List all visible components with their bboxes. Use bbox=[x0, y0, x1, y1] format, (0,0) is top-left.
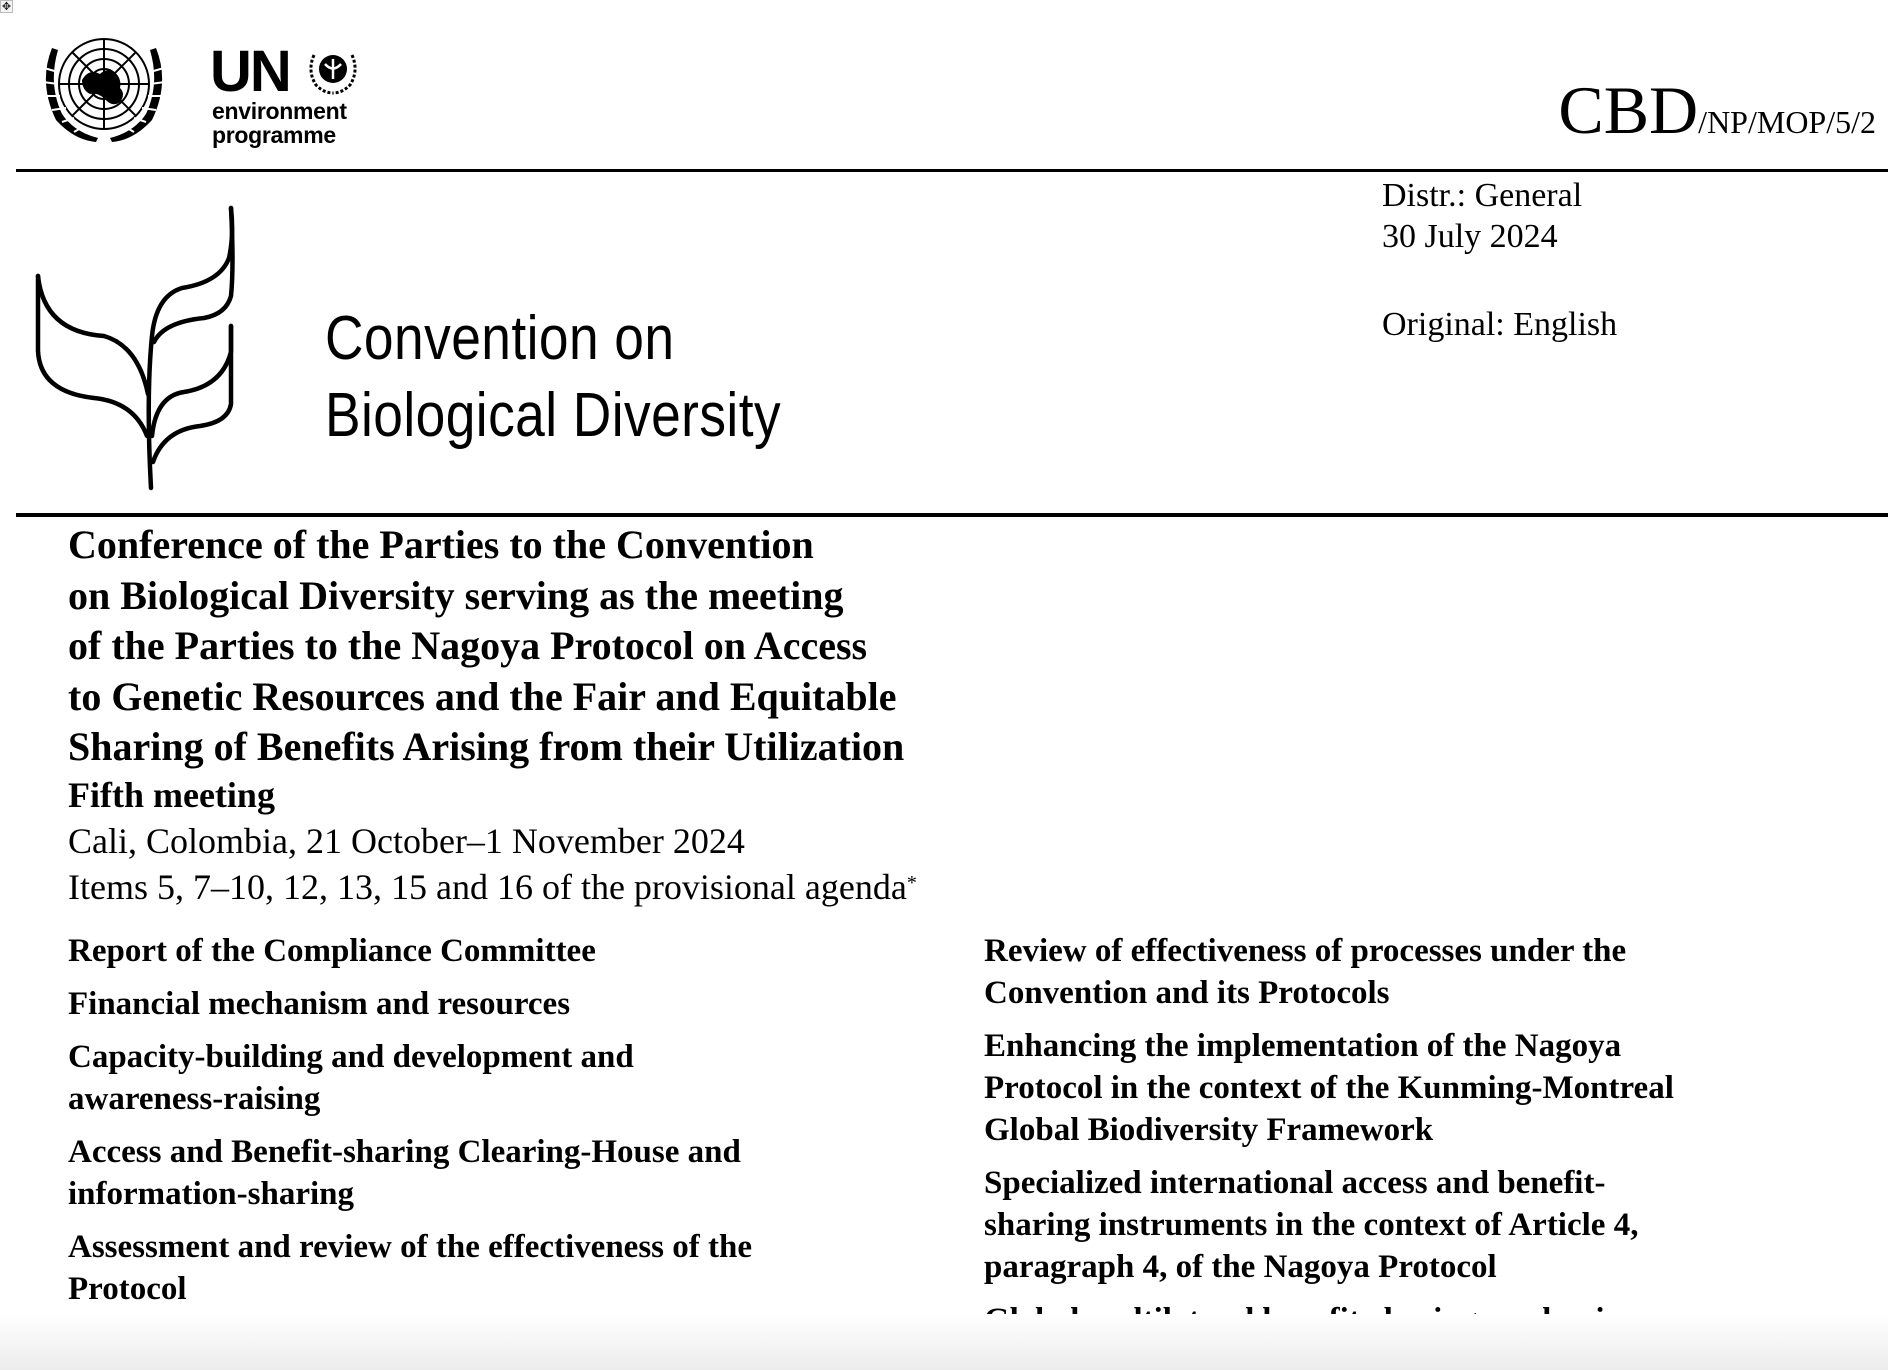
agenda-item bbox=[68, 983, 928, 1025]
title-line: Conference of the Parties to the Convention bbox=[68, 522, 814, 567]
leaf-plant-icon bbox=[34, 196, 269, 492]
title-line: of the Parties to the Nagoya Protocol on Access bbox=[68, 623, 868, 668]
original-language: Original: English bbox=[1382, 306, 1618, 343]
agenda-item-line: Protocol bbox=[68, 1271, 187, 1307]
agenda-item-line: Review of effectiveness of processes under the bbox=[984, 933, 1627, 969]
agenda-items-text: Items 5, 7–10, 12, 13, 15 and 16 of the provisional agenda bbox=[68, 866, 907, 907]
document-symbol bbox=[1558, 70, 1876, 162]
title-line: on Biological Diversity serving as the meeting bbox=[68, 572, 844, 618]
agenda-item-line: Financial mechanism and resources bbox=[68, 986, 571, 1022]
agenda-item-line: Convention and its Protocols bbox=[984, 975, 1390, 1011]
title-line: to Genetic Resources and the Fair and Equitable bbox=[68, 673, 897, 719]
symbol-main: CBD bbox=[1558, 72, 1699, 148]
distribution-block bbox=[1382, 175, 1617, 345]
un-emblem-logo bbox=[34, 28, 174, 148]
agenda-item-line: Capacity-building and development and bbox=[68, 1039, 634, 1075]
agenda-list-left bbox=[68, 930, 928, 1321]
meeting-title-block bbox=[68, 520, 917, 910]
agenda-item-line: Global Biodiversity Framework bbox=[984, 1112, 1434, 1148]
page-bottom-shadow bbox=[0, 1314, 1888, 1370]
agenda-item bbox=[68, 1131, 928, 1215]
agenda-item-line: Report of the Compliance Committee bbox=[68, 933, 596, 969]
agenda-item bbox=[68, 1036, 928, 1120]
agenda-item bbox=[68, 930, 928, 972]
agenda-item-line: Protocol in the context of the Kunming-Montreal bbox=[984, 1070, 1674, 1106]
cbd-name bbox=[325, 300, 781, 454]
title-line: Sharing of Benefits Arising from their Utilization bbox=[68, 724, 905, 769]
title-divider bbox=[16, 513, 1888, 517]
unep-environment-text: environment bbox=[212, 98, 347, 124]
agenda-item bbox=[984, 1025, 1884, 1151]
unep-logo bbox=[210, 39, 370, 149]
symbol-suffix: /NP/MOP/5/2 bbox=[1698, 104, 1876, 140]
move-handle-icon[interactable]: ✥ bbox=[1, 0, 12, 13]
unep-wreath-icon bbox=[306, 47, 360, 95]
agenda-item-line: information-sharing bbox=[68, 1176, 355, 1212]
document-date: 30 July 2024 bbox=[1382, 218, 1558, 255]
agenda-item-line: Enhancing the implementation of the Nagoya bbox=[984, 1028, 1622, 1064]
distribution-text: Distr.: General bbox=[1382, 177, 1583, 214]
agenda-item bbox=[68, 1226, 928, 1310]
cbd-name-line1: Convention on bbox=[325, 304, 675, 373]
agenda-item bbox=[984, 1162, 1884, 1288]
agenda-item-line: Specialized international access and benefit- bbox=[984, 1165, 1606, 1201]
agenda-item bbox=[984, 930, 1884, 1014]
header-divider bbox=[16, 169, 1888, 172]
cbd-name-line2: Biological Diversity bbox=[325, 381, 782, 450]
agenda-item-line: Assessment and review of the effectiveness of the bbox=[68, 1229, 752, 1265]
footnote-mark[interactable]: * bbox=[906, 871, 917, 894]
meeting-number: Fifth meeting bbox=[68, 774, 275, 815]
unep-un-text: UN bbox=[210, 39, 290, 104]
agenda-items-reference bbox=[68, 864, 917, 910]
agenda-item-line: awareness-raising bbox=[68, 1081, 321, 1117]
agenda-item-line: sharing instruments in the context of Article 4, bbox=[984, 1207, 1639, 1243]
agenda-item-line: Access and Benefit-sharing Clearing-House and bbox=[68, 1134, 741, 1170]
unep-programme-text: programme bbox=[212, 122, 336, 148]
meeting-venue: Cali, Colombia, 21 October–1 November 2024 bbox=[68, 820, 745, 861]
agenda-item-line: paragraph 4, of the Nagoya Protocol bbox=[984, 1249, 1497, 1285]
agenda-list-right bbox=[984, 930, 1884, 1352]
